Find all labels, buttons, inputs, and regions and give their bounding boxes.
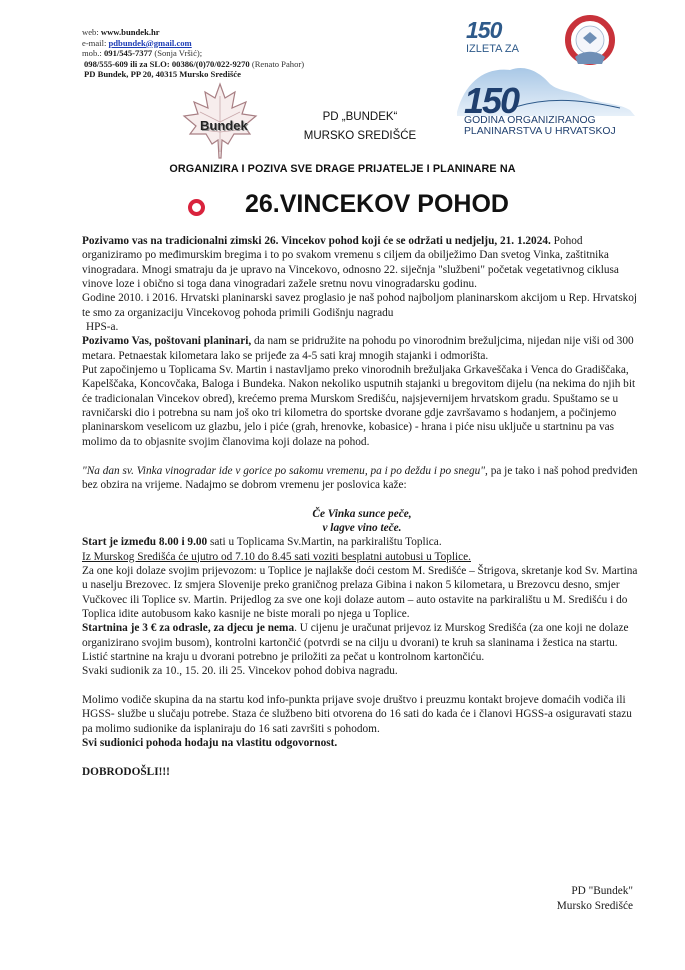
spacer xyxy=(82,492,642,506)
paragraph-invite xyxy=(82,334,642,363)
anniversary-caption-line2: PLANINARSTVA U HRVATSKOJ xyxy=(464,126,616,137)
spacer xyxy=(82,679,642,693)
club-heading xyxy=(290,108,430,146)
award-years-text: Godine 2010. i 2016. Hrvatski planinarski savez proglasio je naš pohod najboljom planinarskom akcijom u Rep. Hrvatskoj te smo za organizaciju Vincekovog pohoda primili Godišnju nagradu xyxy=(82,292,638,319)
paragraph-route: Put započinjemo u Toplicama Sv. Martin i nastavljamo preko vinorodnih brežuljaka Grkaveščaka i Venca do Gradiščaka, Kapelščaka, Koncovčaka, Baloga i Bundeka. Nakon nekoliko usputnih stajanki u bregovitom dijelu (na nekima do njih bit će tradicionalan Vincekov obred), krećemo prema Murskom Središću, najsjevernijem hrvatskom gradu. Spuštamo se u ravničarski dio i potrebna su nam još oko tri kilometra do sportske dvorane gdje završavamo s hodanjem, a počinjemo planinarskom veselicom uz glazbu, jelo i piće (grah, hrenovke, kobasice) - hrana i piće nisu uključe u startninu pa vas molimo da to objasnite svojim članovima koji dolaze na pohod. xyxy=(82,364,636,448)
web-link[interactable]: www.bundek.hr xyxy=(100,27,160,37)
contact-phone2 xyxy=(82,59,304,70)
intro-rest: Pohod organiziramo po međimurskim bregima i to po svakom vremenu s ciljem da obilježimo Dan svetog Vinka, zaštitnika vinogradara. Mnogi smatraju da je upravo na Vincekovo, odnosno 22. siječnja "službeni" početak vegetativnog ciklusa vinove loze i obično si toga dana vinogradari zažele sretnu novu vinogradarsku godinu. xyxy=(82,235,619,291)
club-place: MURSKO SREDIŠĆE xyxy=(303,130,417,142)
spacer xyxy=(82,750,642,764)
paragraph-fee xyxy=(82,621,642,664)
responsibility-bold: Svi sudionici pohoda hodaju na vlastitu odgovornost. xyxy=(82,737,338,750)
responsibility-note xyxy=(82,736,642,750)
club-logo-text: Bundek xyxy=(200,118,248,133)
proverb-line-2: v lagve vino teče. xyxy=(322,521,402,534)
contact-block xyxy=(82,27,304,80)
bundek-leaf-logo xyxy=(180,82,260,160)
paragraph-award-years xyxy=(82,291,642,334)
paragraph-prize: Svaki sudionik za 10., 15. 20. ili 25. Vincekov pohod dobiva nagradu. xyxy=(82,665,398,678)
email-label: e-mail: xyxy=(82,37,107,48)
document-body xyxy=(82,234,642,779)
contact-email xyxy=(82,38,304,49)
web-label: web: xyxy=(82,27,99,37)
saying-rest: pa je tako i naš pohod predviđen bez obzira na vrijeme. Nadajmo se dobrom vremenu jer poslovica kaže: xyxy=(82,464,638,491)
mob-label: mob.: xyxy=(82,48,102,59)
paragraph-start xyxy=(82,535,642,549)
phone2-person: (Renato Pahor) xyxy=(251,58,305,69)
email-link[interactable]: pdbundek@gmail.com xyxy=(108,37,192,48)
bus-info: Iz Murskog Središća će ujutro od 7.10 do 8.45 sati voziti besplatni autobusi u Toplice. xyxy=(82,550,471,563)
anniversary-caption-line1: GODINA ORGANIZIRANOG xyxy=(464,115,596,126)
welcome-bold: DOBRODOŠLI!!! xyxy=(82,765,170,778)
hps-anniversary-logo xyxy=(455,12,675,137)
start-bold: Start je između 8.00 i 9.00 xyxy=(82,536,208,549)
anniversary-top-number: 150 xyxy=(466,17,502,43)
proverb-line-1: Če Vinka sunce peče, xyxy=(312,507,412,520)
start-rest: sati u Toplicama Sv.Martin, na parkiralištu Toplica. xyxy=(207,536,442,549)
paragraph-intro xyxy=(82,234,642,291)
mob-person: (Sonja Vršić); xyxy=(154,48,203,59)
page-title: 26.VINCEKOV POHOD xyxy=(245,190,509,218)
invite-rest: da nam se pridružite na pohodu po vinorodnim brežuljcima, nijedan nije viši od 300 metara. Petnaestak kilometara lako se prijeđe za 4-5 sati kraj mnogih stajanki i odmorišta. xyxy=(82,335,634,362)
spacer xyxy=(82,449,642,463)
club-name: PD „BUNDEK“ xyxy=(322,111,398,123)
title-row xyxy=(0,190,685,224)
contact-address xyxy=(82,69,304,80)
saying-italic: "Na dan sv. Vinka vinogradar ide v gorice po sakomu vremenu, pa i po deždu i po snegu", xyxy=(82,464,488,477)
mob-number: 091/545-7377 xyxy=(103,48,153,59)
contact-web xyxy=(82,27,304,38)
contact-mobile xyxy=(82,48,304,59)
paragraph-saying xyxy=(82,464,642,493)
red-ring-icon xyxy=(188,199,205,216)
award-years-end: HPS-a. xyxy=(86,321,119,334)
phone2-number: 098/555-609 ili za SLO: 00386/(0)70/022-9270 xyxy=(84,58,250,69)
address: PD Bundek, PP 20, 40315 Mursko Središće xyxy=(84,69,241,80)
welcome-note xyxy=(82,765,642,779)
fee-rest: . U cijenu je uračunat prijevoz iz Murskog Središća (za one koji ne dolaze organizirano svojim busom), kontrolni kartončić (potvrdi se na cilju u dvorani) te kruh sa slaninama i žestica na startu. Listić startnine na kraju u dvorani potrebno je priložiti za pečat u kontrolnom kartončiću. xyxy=(82,622,629,663)
anniversary-caption xyxy=(464,115,616,137)
anniversary-big-number: 150 xyxy=(464,80,519,121)
signature-place: Mursko Središće xyxy=(556,900,633,912)
paragraph-guides: Molimo vodiče skupina da na startu kod info-punkta prijave svoje društvo i preuzmu kontakt brojeve domaćih vodiča ili HGSS- službe u slučaju potrebe. Staza će službeno biti otvorena do 16 sati do kada će i članovi HGSS-a osiguravati stazu pa molimo sudionike da isplaniraju do 16 sati završiti s pohodom. xyxy=(82,694,632,735)
intro-bold: Pozivamo vas na tradicionalni zimski 26. Vincekov pohod koji će se održati u nedjelju, 21. 1.2024. xyxy=(82,235,551,247)
invite-line: ORGANIZIRA I POZIVA SVE DRAGE PRIJATELJE I PLANINARE NA xyxy=(169,163,516,175)
signature xyxy=(557,884,633,914)
paragraph-transport: Za one koji dolaze svojim prijevozom: u Toplice je najlakše doći cestom M. Središće – Štrigova, skretanje kod Sv. Martina u naselju Brezovec. Iz smjera Slovenije preko graničnog prelaza Gibina i nakon 5 kilometara, u Brezovcu desno, smjer Vučkovec ili Toplice sv. Martin. Prijedlog za sve one koji dolaze autom – auto ostavite na parkiralištu u M. Središću i do Toplica idite autobusom kako kasnije ne biste morali po njega u Toplice. xyxy=(82,564,638,620)
anniversary-top-text: IZLETA ZA xyxy=(466,43,519,55)
invite-bold: Pozivamo Vas, poštovani planinari, xyxy=(82,335,252,348)
signature-org: PD "Bundek" xyxy=(571,885,633,897)
fee-bold: Startnina je 3 € za odrasle, za djecu je nema xyxy=(82,622,295,635)
